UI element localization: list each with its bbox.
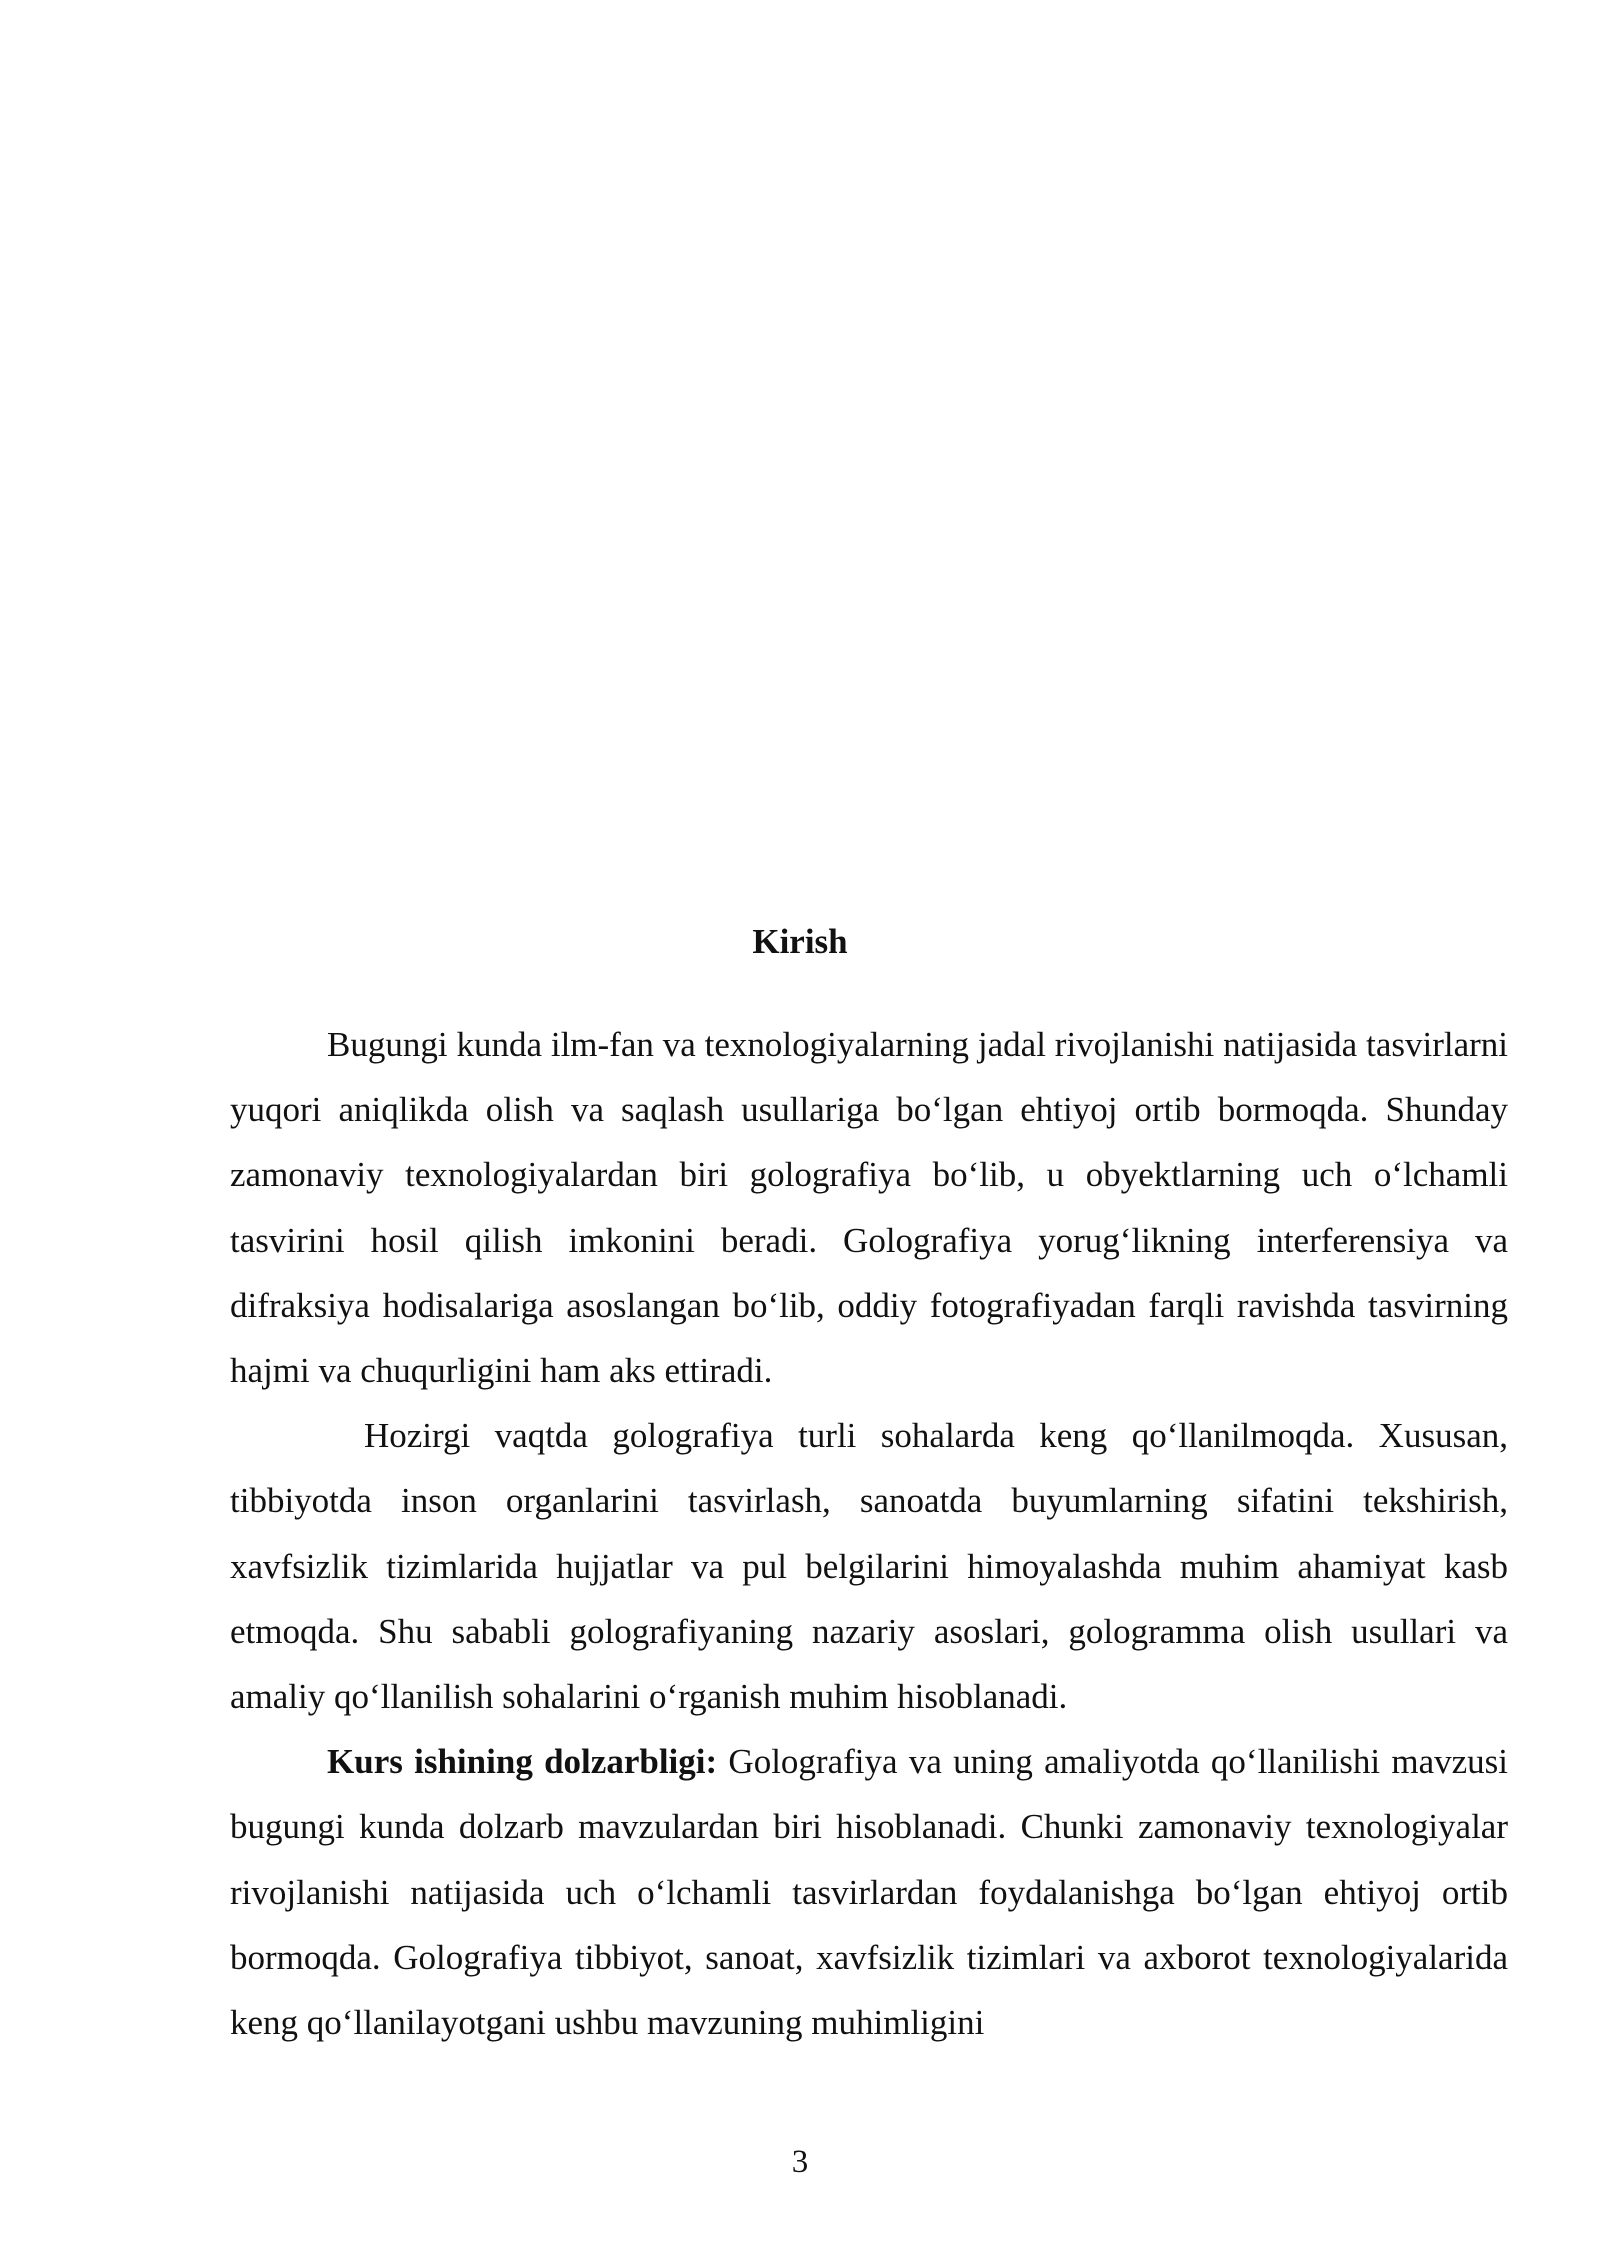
body-text bbox=[230, 1012, 1508, 2055]
paragraph-relevance bbox=[230, 1729, 1508, 2055]
page-number: 3 bbox=[791, 2144, 809, 2180]
relevance-text: Golografiya va uning amaliyotda qo‘llanilishi mavzusi bugungi kunda dolzarb mavzulardan biri hisoblanadi. Chunki zamonaviy texnologiyalar rivojlanishi natijasida uch o‘lchamli tasvirlardan foydalanishga bo‘lgan ehtiyoj ortib bormoqda. Golografiya tibbiyot, sanoat, xavfsizlik tizimlari va axborot texnologiyalarida keng qo‘llanilayotgani ushbu mavzuning muhimligini bbox=[230, 1742, 1508, 2043]
relevance-lead: Kurs ishining dolzarbligi: bbox=[327, 1742, 718, 1782]
paragraph-applications: Hozirgi vaqtda golografiya turli sohalarda keng qo‘llanilmoqda. Xususan, tibbiyotda inson organlarini tasvirlash, sanoatda buyumlarning sifatini tekshirish, xavfsizlik tizimlarida hujjatlar va pul belgilarini himoyalashda muhim ahamiyat kasb etmoqda. Shu sababli golografiyaning nazariy asoslari, gologramma olish usullari va amaliy qo‘llanilish sohalarini o‘rganish muhim hisoblanadi. bbox=[230, 1416, 1508, 1717]
section-heading: Kirish bbox=[752, 922, 848, 961]
paragraph-introduction: Bugungi kunda ilm-fan va texnologiyalarning jadal rivojlanishi natijasida tasvirlarni yuqori aniqlikda olish va saqlash usullariga bo‘lgan ehtiyoj ortib bormoqda. Shunday zamonaviy texnologiyalardan biri golografiya bo‘lib, u obyektlarning uch o‘lchamli tasvirini hosil qilish imkonini beradi. Golografiya yorug‘likning interferensiya va difraksiya hodisalariga asoslangan bo‘lib, oddiy fotografiyadan farqli ravishda tasvirning hajmi va chuqurligini ham aks ettiradi. bbox=[230, 1025, 1508, 1391]
